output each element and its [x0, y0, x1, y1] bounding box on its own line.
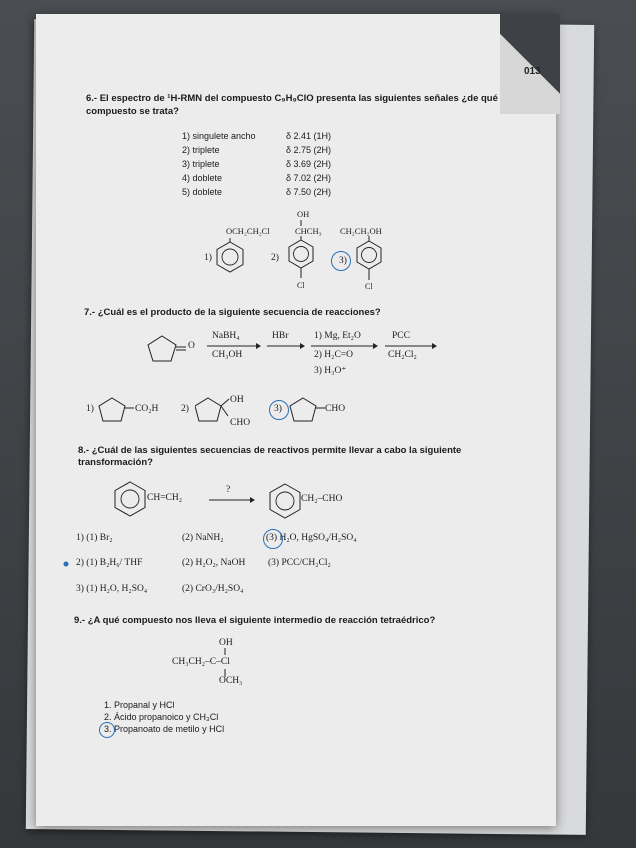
- q8-arrow: [208, 496, 258, 504]
- q6-option1-benzene: [214, 238, 246, 274]
- q9-struct-main: CH₃CH₂–C–Cl: [172, 657, 230, 667]
- q6-option1-substituent: OCH₂CH₂Cl: [226, 226, 270, 236]
- q7-reagent-top: 1) Mg, Et₂O: [314, 331, 361, 341]
- q8-row2-step2: (2) H₂O₂, NaOH: [182, 558, 246, 568]
- q7-reagent-bottom: CH₃OH: [212, 350, 243, 360]
- bullet-dot-icon: [62, 560, 70, 568]
- q6-signal-value: δ 7.02 (2H): [286, 173, 332, 183]
- answer-circle: [269, 400, 289, 420]
- q6-signal-value: δ 3.69 (2H): [286, 159, 332, 169]
- q6-signal-label: 5) doblete: [182, 187, 223, 197]
- q6-signal-label: 2) triplete: [182, 145, 220, 155]
- q7-option2-cho: CHO: [230, 418, 251, 428]
- q9-option: 1. Propanal y HCl: [104, 700, 175, 710]
- q8-row3-step1: 3) (1) H₂O, H₂SO₄: [76, 584, 148, 594]
- q9-option: 3. Propanoato de metilo y HCl: [104, 724, 225, 734]
- q6-title-line2: compuesto se trata?: [86, 106, 179, 117]
- q6-signal-label: 4) doblete: [182, 173, 223, 183]
- q7-option2-oh: OH: [230, 395, 244, 405]
- q6-option3-substituent: CH₂CH₂OH: [340, 226, 382, 236]
- q6-signal-label: 1) singulete ancho: [182, 131, 256, 141]
- q7-reactant-oxygen: O: [188, 341, 195, 351]
- q8-row1-step2: (2) NaNH₂: [182, 533, 224, 543]
- q9-struct-oh: OH: [219, 638, 233, 648]
- answer-circle: [99, 722, 115, 738]
- q8-title-line2: transformación?: [78, 457, 153, 468]
- q7-reagent-top: PCC: [392, 331, 410, 341]
- q8-row1-step3: (3) H₂O, HgSO₄/H₂SO₄: [266, 533, 357, 543]
- q7-option2-ring: [195, 396, 235, 428]
- q8-product-benzene: [265, 482, 305, 520]
- q6-option2-benzene: [282, 218, 316, 288]
- q6-signal-label: 3) triplete: [182, 159, 220, 169]
- q6-signal-value: δ 7.50 (2H): [286, 187, 332, 197]
- answer-circle: [331, 251, 351, 271]
- q8-row1-step1: 1) (1) Br₂: [76, 533, 113, 543]
- q8-row3-step2: (2) CrO₃/H₂SO₄: [182, 584, 244, 594]
- q8-reactant-benzene: [110, 480, 150, 518]
- q7-option3-group: CHO: [325, 404, 346, 414]
- q9-title: 9.- ¿A qué compuesto nos lleva el siguiente intermedio de reacción tetraédrico?: [74, 615, 436, 626]
- q6-signal-value: δ 2.41 (1H): [286, 131, 332, 141]
- q7-reagent-bottom2: 3) H₃O⁺: [314, 366, 347, 376]
- q6-title-line1: 6.- El espectro de ¹H-RMN del compuesto C₉H₉ClO presenta las siguientes señales ¿de qué: [86, 93, 498, 104]
- q9-struct-och3: OCH₃: [219, 676, 243, 686]
- q7-option1-group: CO₂H: [135, 404, 159, 414]
- q6-option2-oh: OH: [297, 209, 310, 219]
- q8-arrow-label: ?: [226, 485, 231, 495]
- q8-title-line1: 8.- ¿Cuál de las siguientes secuencias de reactivos permite llevar a cabo la siguiente: [78, 445, 462, 456]
- q6-signal-value: δ 2.75 (2H): [286, 145, 332, 155]
- q7-arrow: [266, 342, 306, 350]
- q8-product-group: CH₂–CHO: [301, 494, 343, 504]
- q6-option3-cl: Cl: [365, 282, 373, 291]
- q8-row2-step3: (3) PCC/CH₂Cl₂: [268, 558, 331, 568]
- q7-reagent-bottom: CH₂Cl₂: [388, 350, 417, 360]
- q7-option-number: 1): [86, 404, 94, 414]
- q7-option-number: 3): [274, 404, 282, 414]
- q7-arrow: [310, 342, 380, 350]
- q8-reactant-group: CH=CH₂: [147, 493, 183, 503]
- q6-option-number: 3): [339, 256, 347, 266]
- q7-arrow: [206, 342, 262, 350]
- answer-circle: [263, 529, 283, 549]
- q7-arrow: [384, 342, 440, 350]
- folded-corner: [500, 14, 560, 114]
- q7-reagent-top: NaBH₄: [212, 331, 240, 341]
- q8-row2-step1: 2) (1) B₂H₆/ THF: [76, 558, 143, 568]
- q7-cyclopentanone: [146, 334, 206, 364]
- q6-option-number: 2): [271, 253, 279, 263]
- q7-reagent-bottom: 2) H₂C=O: [314, 350, 354, 360]
- q6-option2-substituent: CHCH₃: [295, 226, 322, 236]
- q7-reagent-top: HBr: [272, 331, 289, 341]
- q7-title: 7.- ¿Cuál es el producto de la siguiente secuencia de reacciones?: [84, 307, 381, 318]
- q6-option-number: 1): [204, 253, 212, 263]
- q7-option-number: 2): [181, 404, 189, 414]
- q6-option2-cl: Cl: [297, 281, 305, 290]
- page-number: 013: [524, 66, 541, 77]
- q9-option: 2. Ácido propanoico y CH₃Cl: [104, 712, 219, 722]
